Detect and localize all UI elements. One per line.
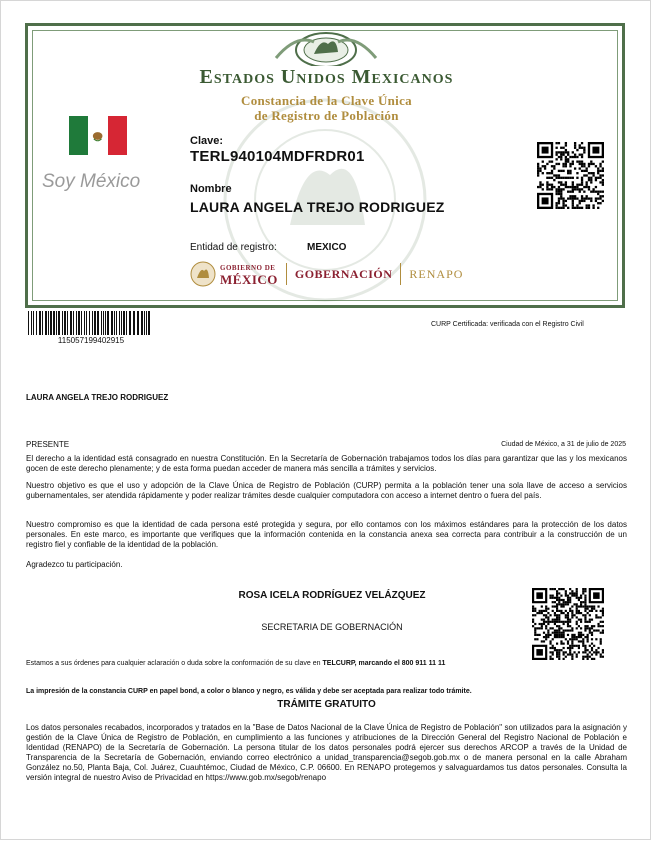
soy-mexico-slogan: Soy México — [42, 171, 141, 192]
barcode-bar — [97, 311, 99, 335]
barcode-bar — [148, 311, 150, 335]
barcode-bar — [94, 311, 96, 335]
certificate-subtitle-line2: de Registro de Población — [254, 108, 399, 123]
curp-certificada-note: CURP Certificada: verificada con el Registro Civil — [431, 321, 584, 328]
barcode-bar — [36, 311, 37, 335]
mexico-flag-icon — [69, 116, 127, 155]
signature-qr-code — [532, 588, 604, 660]
barcode-bar — [73, 311, 74, 335]
gobierno-de-label: GOBIERNO DE — [220, 264, 276, 272]
renapo-logo: RENAPO — [409, 266, 464, 281]
logo-divider — [400, 263, 401, 285]
paragraph-2: Nuestro objetivo es que el uso y adopción de la Clave Única de Registro de Población (CURP) permita a la población tener una sola llave de acceso a servicios gubernamentales, ser atendida rápidamente y poder realizar trámites desde cualquier computadora con acceso a internet dentro o fuera del país. — [26, 481, 627, 500]
barcode-bar — [116, 311, 117, 335]
barcode-bar — [76, 311, 77, 335]
barcode-bar — [89, 311, 90, 335]
letter-date: Ciudad de México, a 31 de julio de 2025 — [501, 441, 626, 448]
barcode-bar — [141, 311, 143, 335]
barcode-bar — [81, 311, 82, 335]
barcode-bar — [53, 311, 55, 335]
paragraph-4: Agradezco tu participación. — [26, 560, 123, 569]
barcode-bar — [48, 311, 49, 335]
certificate-title: Estados Unidos Mexicanos — [199, 66, 454, 88]
mexico-label: MÉXICO — [220, 272, 278, 287]
barcode-bar — [42, 311, 43, 335]
barcode-bar — [67, 311, 68, 335]
barcode-bar — [105, 311, 106, 335]
recipient-name: LAURA ANGELA TREJO RODRIGUEZ — [26, 393, 169, 402]
paragraph-1: El derecho a la identidad está consagrado en nuestra Constitución. En la Secretaría de Gobernación trabajamos todos los días para garantizar que las y los mexicanos gocen de este derecho plenamente; y de esta forma puedan acceder de manera más sencilla a trámites y servicios. — [26, 454, 627, 473]
impresion-note: La impresión de la constancia CURP en papel bond, a color o blanco y negro, es válida y debe ser aceptada para realizar todo trámite. — [26, 688, 472, 695]
barcode — [28, 311, 154, 335]
barcode-bar — [146, 311, 147, 335]
barcode-number: 115057199402915 — [57, 336, 125, 345]
barcode-bar — [84, 311, 85, 335]
entidad-value: MEXICO — [307, 242, 347, 253]
nombre-value: LAURA ANGELA TREJO RODRIGUEZ — [190, 199, 445, 215]
barcode-bar — [28, 311, 29, 335]
barcode-bar — [107, 311, 109, 335]
barcode-bar — [137, 311, 139, 335]
barcode-bar — [101, 311, 102, 335]
gobierno-de-mexico-logo — [190, 261, 278, 287]
barcode-bar — [121, 311, 122, 335]
presente-label: PRESENTE — [26, 440, 70, 449]
entidad-label: Entidad de registro: — [190, 242, 277, 253]
contact-note — [26, 660, 445, 667]
barcode-bar — [119, 311, 120, 335]
national-seal-icon — [266, 24, 386, 66]
barcode-bar — [50, 311, 52, 335]
barcode-bar — [144, 311, 145, 335]
barcode-bar — [126, 311, 127, 335]
barcode-bar — [86, 311, 87, 335]
signer-name: ROSA ICELA RODRÍGUEZ VELÁZQUEZ — [238, 590, 426, 601]
barcode-bar — [133, 311, 135, 335]
signer-title: SECRETARIA DE GOBERNACIÓN — [261, 622, 403, 632]
barcode-bar — [114, 311, 115, 335]
tramite-gratuito-heading: TRÁMITE GRATUITO — [277, 699, 376, 710]
paragraph-3: Nuestro compromiso es que la identidad de cada persona esté protegida y segura, por ello contamos con los máximos estándares para la protección de los datos personales. En este marco, es importante que verifiques que la información contenida en la constancia anexa sea correcta para contribuir a la construcción de un registro fiel y confiable de la identidad de la población. — [26, 520, 627, 549]
barcode-bar — [58, 311, 60, 335]
certificate-subtitle-line1: Constancia de la Clave Única — [241, 93, 412, 108]
curp-value: TERL940104MDFRDR01 — [190, 148, 365, 165]
barcode-bar — [103, 311, 104, 335]
barcode-bar — [64, 311, 66, 335]
clave-label: Clave: — [190, 135, 224, 147]
barcode-bar — [45, 311, 47, 335]
barcode-bar — [56, 311, 57, 335]
logo-divider — [286, 263, 287, 285]
contact-prefix: Estamos a sus órdenes para cualquier aclaración o duda sobre la conformación de su clave en — [26, 660, 323, 667]
barcode-bar — [78, 311, 80, 335]
barcode-bar — [129, 311, 131, 335]
gobierno-seal-icon — [190, 261, 216, 287]
contact-phone: TELCURP, marcando el 800 911 11 11 — [322, 660, 446, 667]
certificate-qr-code — [537, 142, 604, 209]
barcode-bar — [31, 311, 32, 335]
privacy-notice: Los datos personales recabados, incorporados y tratados en la "Base de Datos Nacional de la Clave Única de Registro de Población" son utilizados para la asignación y gestión de la Clave Única de Registro de Población, en cumplimiento a las funciones y atribuciones de la Dirección General del Registro Nacional de Población e Identidad (RENAPO) de la Secretaría de Gobernación. La persona titular de los datos personales podrá ejercer sus derechos ARCOP a través de la Unidad de Transparencia de la Secretaría de Gobernación, enviando correo electrónico a unidad_transparencia@segob.gob.mx o de manera personal en la calle Abraham González no.50, Planta Baja, Col. Juárez, Cuauhtémoc, Ciudad de México, C.P. 06600. En RENAPO protegemos y salvaguardamos tus datos personales. Consulta la versión integral de nuestro Aviso de Privacidad en https://www.gob.mx/segob/renapo — [26, 723, 627, 782]
barcode-bar — [92, 311, 93, 335]
barcode-bar — [70, 311, 72, 335]
gobernacion-logo: GOBERNACIÓN — [294, 267, 393, 281]
barcode-bar — [39, 311, 41, 335]
government-logos — [190, 258, 463, 290]
barcode-bar — [62, 311, 63, 335]
barcode-bar — [111, 311, 113, 335]
barcode-bar — [123, 311, 125, 335]
nombre-label: Nombre — [190, 183, 232, 195]
barcode-bar — [33, 311, 34, 335]
